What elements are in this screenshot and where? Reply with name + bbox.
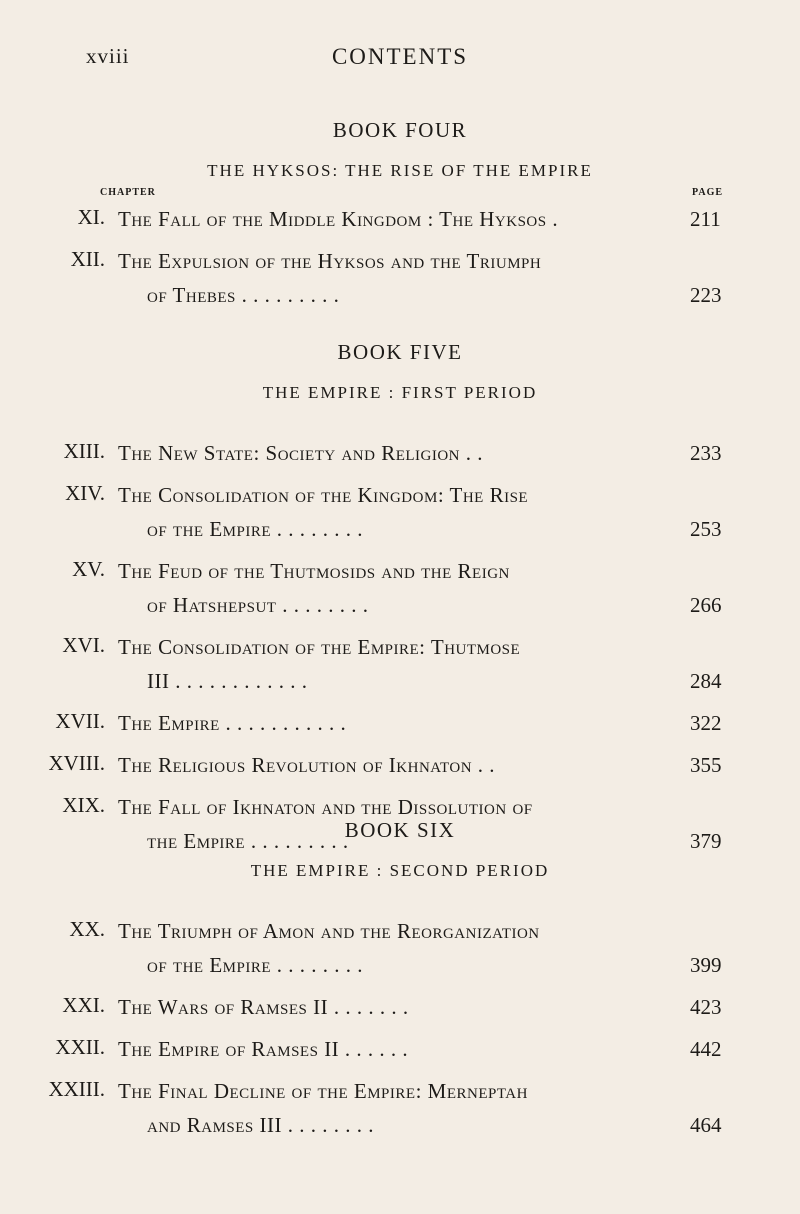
chapter-number: XI. bbox=[77, 205, 105, 229]
page-number: 233 bbox=[690, 441, 722, 465]
book-six-section bbox=[0, 818, 800, 1139]
toc-entry bbox=[0, 1077, 800, 1139]
toc-entry bbox=[0, 481, 800, 543]
page-number: 423 bbox=[690, 995, 722, 1019]
page-number: 379 bbox=[690, 829, 722, 853]
toc-entry bbox=[0, 709, 800, 737]
toc-entry bbox=[0, 633, 800, 695]
toc-entry bbox=[0, 751, 800, 779]
page-number: 442 bbox=[690, 1037, 722, 1061]
chapter-title: The Triumph of Amon and the Reorganization bbox=[118, 919, 540, 943]
chapter-title-continued: the Empire . . . . . . . . . bbox=[147, 829, 349, 853]
chapter-title: The Consolidation of the Kingdom: The Rise bbox=[118, 483, 529, 507]
chapter-title-continued: of the Empire . . . . . . . . bbox=[147, 517, 364, 541]
chapter-number: XXIII. bbox=[48, 1077, 105, 1101]
chapter-title-continued: of Thebes . . . . . . . . . bbox=[147, 283, 340, 307]
toc-entry bbox=[0, 247, 800, 309]
book-heading: BOOK FOUR bbox=[332, 118, 468, 142]
page-number: 355 bbox=[690, 753, 722, 777]
page-number: 253 bbox=[690, 517, 722, 541]
book-subtitle: THE HYKSOS: THE RISE OF THE EMPIRE bbox=[207, 161, 593, 180]
chapter-title: The Consolidation of the Empire: Thutmose bbox=[118, 635, 521, 659]
chapter-number: XXII. bbox=[55, 1035, 105, 1059]
chapter-title: The Final Decline of the Empire: Merneptah bbox=[118, 1079, 528, 1103]
chapter-title: The Religious Revolution of Ikhnaton . . bbox=[118, 753, 496, 777]
page-number: 284 bbox=[690, 669, 722, 693]
chapter-title: The Expulsion of the Hyksos and the Triumph bbox=[118, 249, 542, 273]
chapter-number: XIX. bbox=[62, 793, 105, 817]
chapter-number: XII. bbox=[70, 247, 105, 271]
chapter-title-continued: of Hatshepsut . . . . . . . . bbox=[147, 593, 369, 617]
chapter-number: XVI. bbox=[62, 633, 105, 657]
running-title: CONTENTS bbox=[331, 44, 469, 69]
page-folio: xviii bbox=[86, 44, 130, 68]
page-column-label: PAGE bbox=[692, 187, 724, 198]
book-subtitle: THE EMPIRE : FIRST PERIOD bbox=[262, 383, 538, 402]
toc-entry bbox=[0, 917, 800, 979]
chapter-column-label: CHAPTER bbox=[100, 187, 156, 198]
chapter-number: XV. bbox=[72, 557, 105, 581]
book-four-section bbox=[0, 118, 800, 309]
chapter-number: XIV. bbox=[65, 481, 105, 505]
chapter-title: The Fall of Ikhnaton and the Dissolution of bbox=[118, 795, 533, 819]
chapter-number: XXI. bbox=[62, 993, 105, 1017]
chapter-number: XX. bbox=[69, 917, 105, 941]
chapter-title: The Wars of Ramses II . . . . . . . bbox=[118, 995, 409, 1019]
chapter-title-continued: of the Empire . . . . . . . . bbox=[147, 953, 364, 977]
chapter-title: The Fall of the Middle Kingdom : The Hyksos . bbox=[118, 207, 559, 231]
page-number: 399 bbox=[690, 953, 722, 977]
toc-entry bbox=[0, 205, 800, 233]
book-five-section bbox=[0, 340, 800, 855]
chapter-number: XVIII. bbox=[48, 751, 105, 775]
chapter-title-continued: and Ramses III . . . . . . . . bbox=[147, 1113, 375, 1137]
page-number: 464 bbox=[690, 1113, 722, 1137]
page-number: 223 bbox=[690, 283, 722, 307]
chapter-title: The Feud of the Thutmosids and the Reign bbox=[118, 559, 510, 583]
page-number: 266 bbox=[690, 593, 722, 617]
toc-entry bbox=[0, 1035, 800, 1063]
book-heading: BOOK FIVE bbox=[337, 340, 463, 364]
chapter-title: The Empire . . . . . . . . . . . bbox=[118, 711, 347, 735]
chapter-title-continued: III . . . . . . . . . . . . bbox=[147, 669, 308, 693]
page-number: 211 bbox=[690, 207, 721, 231]
chapter-number: XVII. bbox=[55, 709, 105, 733]
toc-entry bbox=[0, 557, 800, 619]
chapter-title: The Empire of Ramses II . . . . . . bbox=[118, 1037, 409, 1061]
toc-entry bbox=[0, 439, 800, 467]
page-number: 322 bbox=[690, 711, 722, 735]
running-head bbox=[0, 44, 800, 74]
chapter-title: The New State: Society and Religion . . bbox=[118, 441, 484, 465]
column-labels bbox=[0, 187, 800, 201]
book-heading: BOOK SIX bbox=[344, 818, 456, 842]
toc-entry bbox=[0, 993, 800, 1021]
book-subtitle: THE EMPIRE : SECOND PERIOD bbox=[250, 861, 550, 880]
chapter-number: XIII. bbox=[63, 439, 105, 463]
